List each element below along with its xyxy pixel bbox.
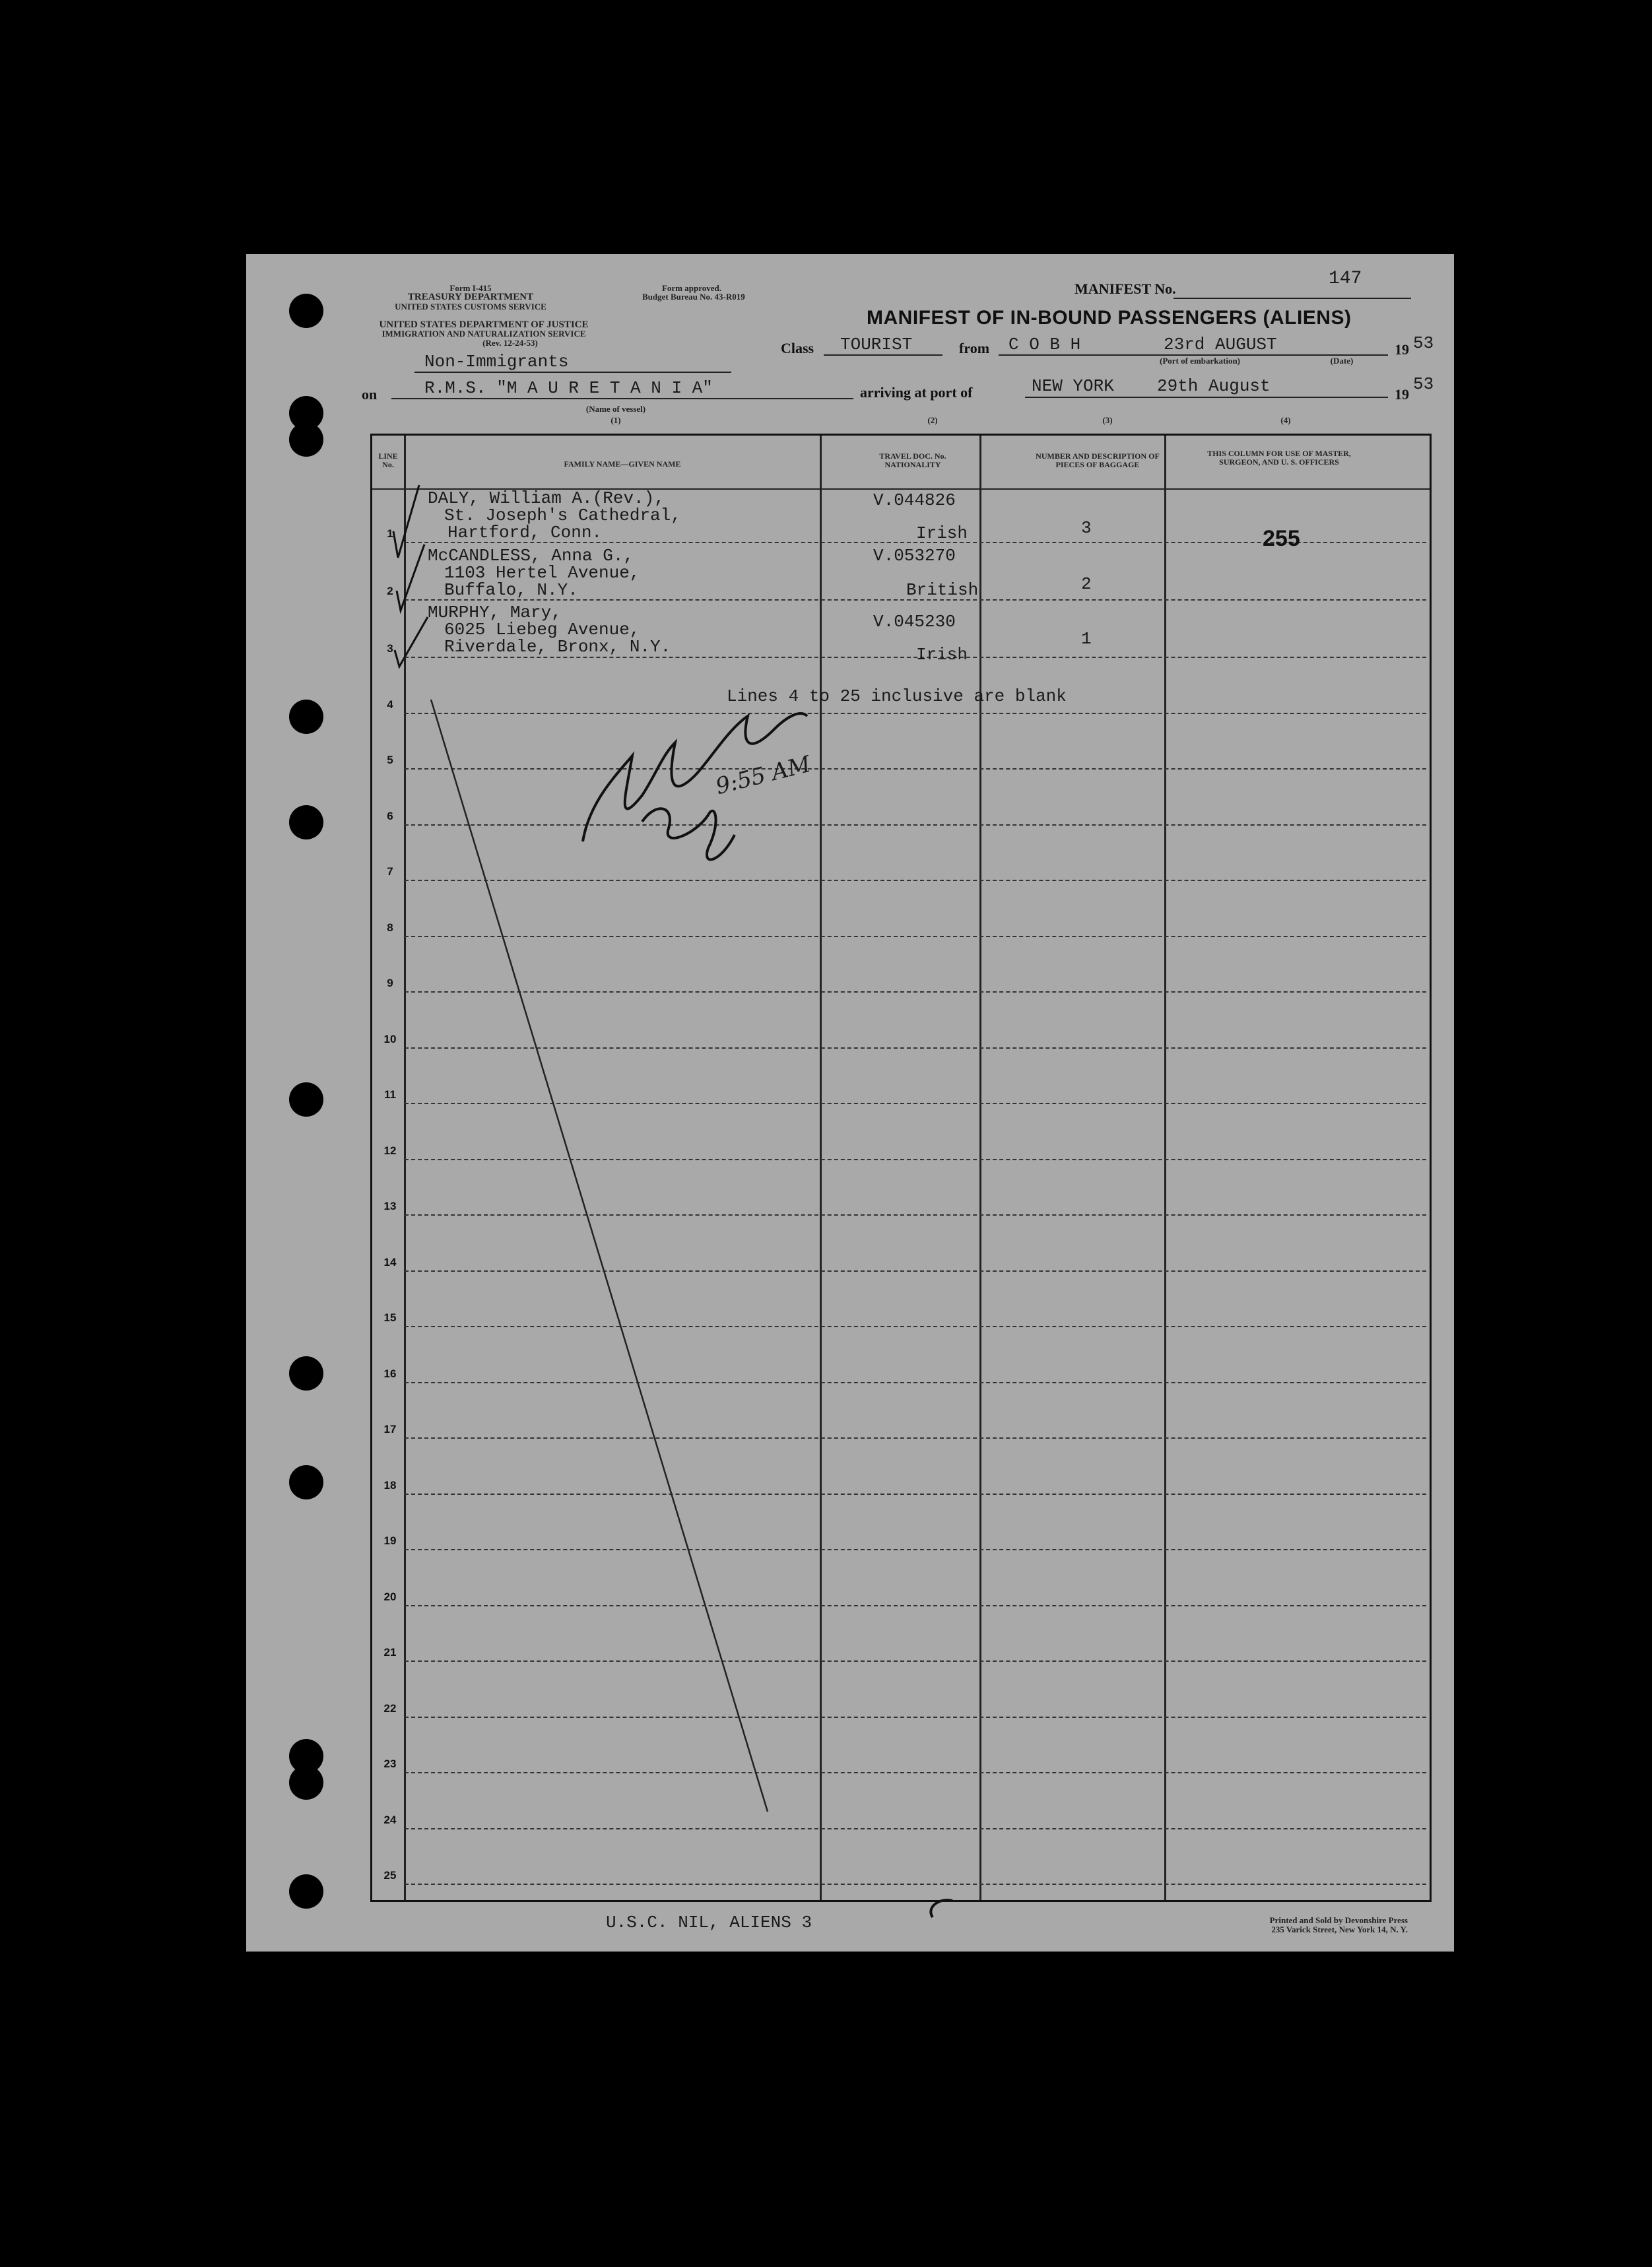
nationality: Irish [916,645,968,665]
col-divider-name [820,436,822,1900]
form-number: Form I-415 [449,283,492,293]
row-rule [405,1270,1426,1272]
line-number: 2 [387,585,393,597]
class-value: TOURIST [840,335,913,354]
travel-doc-number: V.053270 [873,546,956,566]
ins-name: IMMIGRATION AND NATURALIZATION SERVICE [381,329,586,339]
row-rule [405,1437,1426,1439]
footer-summary: U.S.C. NIL, ALIENS 3 [606,1913,812,1932]
manifest-no-underline [1173,298,1411,299]
line-number: 12 [383,1144,397,1157]
printer-line-2: 235 Varick Street, New York 14, N. Y. [1271,1924,1408,1934]
row-rule [405,936,1426,937]
passenger-name: DALY, William A.(Rev.), [428,488,665,508]
vessel-name: R.M.S. "M A U R E T A N I A" [424,378,713,398]
row-rule [405,657,1426,658]
row-rule [405,991,1426,993]
arrival-underline [1025,397,1388,398]
row-rule [405,768,1426,770]
col-divider-baggage [1164,436,1166,1900]
passenger-address-line-1: St. Joseph's Cathedral, [444,506,681,525]
line-number: 9 [387,977,393,989]
punch-hole [289,1082,323,1117]
line-number: 21 [383,1646,397,1659]
line-number: 16 [383,1367,397,1380]
line-number: 20 [383,1590,397,1603]
punch-hole [289,1356,323,1391]
row-rule [405,1549,1426,1550]
punch-hole [289,422,323,457]
line-number: 13 [383,1200,397,1212]
row-rule [405,1772,1426,1773]
line-number: 7 [387,865,393,878]
form-revision: (Rev. 12-24-53) [482,338,538,348]
col-header-name: FAMILY NAME—GIVEN NAME [564,459,681,469]
passenger-address-line-2: Hartford, Conn. [447,523,603,542]
row-rule [405,1660,1426,1662]
line-number: 5 [387,754,393,766]
baggage-count: 1 [1081,629,1092,649]
travel-doc-number: V.044826 [873,490,956,510]
port-embark-caption: (Port of embarkation) [1159,356,1241,366]
line-number: 3 [387,642,393,655]
date-caption: (Date) [1330,356,1354,366]
travel-doc-number: V.045230 [873,612,956,632]
justice-dept: UNITED STATES DEPARTMENT OF JUSTICE [379,319,589,330]
passenger-name: MURPHY, Mary, [428,603,562,622]
line-number: 25 [383,1869,397,1882]
row-rule [405,1103,1426,1104]
row-rule [405,713,1426,714]
line-number: 23 [383,1758,397,1770]
line-number: 6 [387,809,393,822]
column-number-4: (4) [1280,415,1291,425]
baggage-count: 2 [1081,574,1092,594]
punch-hole [289,294,323,328]
baggage-count: 3 [1081,518,1092,538]
punch-hole [289,805,323,839]
blank-lines-note: Lines 4 to 25 inclusive are blank [727,686,1067,706]
handwritten-time: 9:55 AM [713,750,814,801]
row-rule [405,1047,1426,1049]
row-rule [405,1326,1426,1327]
col-divider-travel [979,436,981,1900]
passenger-address-line-2: Riverdale, Bronx, N.Y. [444,637,671,657]
row-rule [405,880,1426,881]
treasury-dept: TREASURY DEPARTMENT [407,292,534,302]
arrival-year-suffix: 53 [1413,374,1434,394]
line-number: 4 [387,698,393,711]
manifest-title: MANIFEST OF IN-BOUND PASSENGERS (ALIENS) [867,307,1352,329]
manifest-page [246,254,1454,1952]
nationality: Irish [916,523,968,543]
arrival-date: 29th August [1157,376,1271,396]
line-number: 15 [383,1311,397,1324]
col-header-travel: TRAVEL DOC. No. NATIONALITY [879,451,946,469]
row-rule [405,1214,1426,1216]
line-number: 8 [387,921,393,934]
from-label: from [959,340,990,356]
arrival-port: NEW YORK [1032,376,1114,396]
row-rule [405,1494,1426,1495]
printer-line-1: Printed and Sold by Devonshire Press [1269,1915,1408,1925]
col-header-officers: THIS COLUMN FOR USE OF MASTER, SURGEON, AND U. S. OFFICERS [1207,449,1351,467]
column-number-2: (2) [927,415,938,425]
line-number: 14 [383,1255,397,1268]
col-header-line-no: LINE No. [378,451,398,469]
year-prefix: 19 [1395,341,1409,358]
punch-hole [289,700,323,734]
form-approved: Form approved. [661,283,722,293]
line-number: 10 [383,1032,397,1045]
officer-number: 255 [1263,526,1300,551]
embark-date: 23rd AUGUST [1164,335,1277,354]
line-number: 17 [383,1423,397,1435]
manifest-no-value: 147 [1329,269,1362,289]
punch-hole [289,1465,323,1499]
vessel-caption: (Name of vessel) [585,404,646,414]
budget-bureau: Budget Bureau No. 43-R019 [642,292,745,302]
category-underline [414,372,731,373]
passenger-name: McCANDLESS, Anna G., [428,546,634,566]
passenger-address-line-1: 1103 Hertel Avenue, [444,563,640,583]
passenger-address-line-1: 6025 Liebeg Avenue, [444,620,640,640]
line-number: 18 [383,1478,397,1492]
row-rule [405,1159,1426,1160]
small-mark [931,1900,952,1917]
class-underline [824,354,942,356]
class-label: Class [781,340,814,356]
row-rule [405,1828,1426,1829]
row-rule [405,824,1426,826]
line-number: 24 [383,1813,397,1826]
col-header-baggage: NUMBER AND DESCRIPTION OF PIECES OF BAGGAGE [1036,451,1160,469]
punch-hole [289,1874,323,1909]
line-number: 11 [384,1088,396,1101]
year-suffix: 53 [1413,333,1434,353]
arrival-year-prefix: 19 [1395,386,1409,403]
passenger-address-line-2: Buffalo, N.Y. [444,580,578,600]
on-label: on [362,386,378,403]
line-number: 19 [383,1534,397,1547]
from-value: C O B H [1008,335,1081,354]
manifest-no-label: MANIFEST No. [1074,280,1176,297]
punch-hole [289,1765,323,1800]
customs-service: UNITED STATES CUSTOMS SERVICE [395,302,546,312]
line-number: 1 [387,527,393,540]
nationality: British [906,580,979,600]
arriving-label: arriving at port of [860,384,973,401]
row-rule [405,1605,1426,1606]
vessel-underline [391,398,853,399]
row-rule [405,1717,1426,1718]
line-number: 22 [383,1701,397,1715]
row-rule [405,1884,1426,1885]
column-number-3: (3) [1102,415,1113,425]
column-number-1: (1) [611,415,621,425]
passenger-category: Non-Immigrants [424,352,569,372]
row-rule [405,1382,1426,1383]
